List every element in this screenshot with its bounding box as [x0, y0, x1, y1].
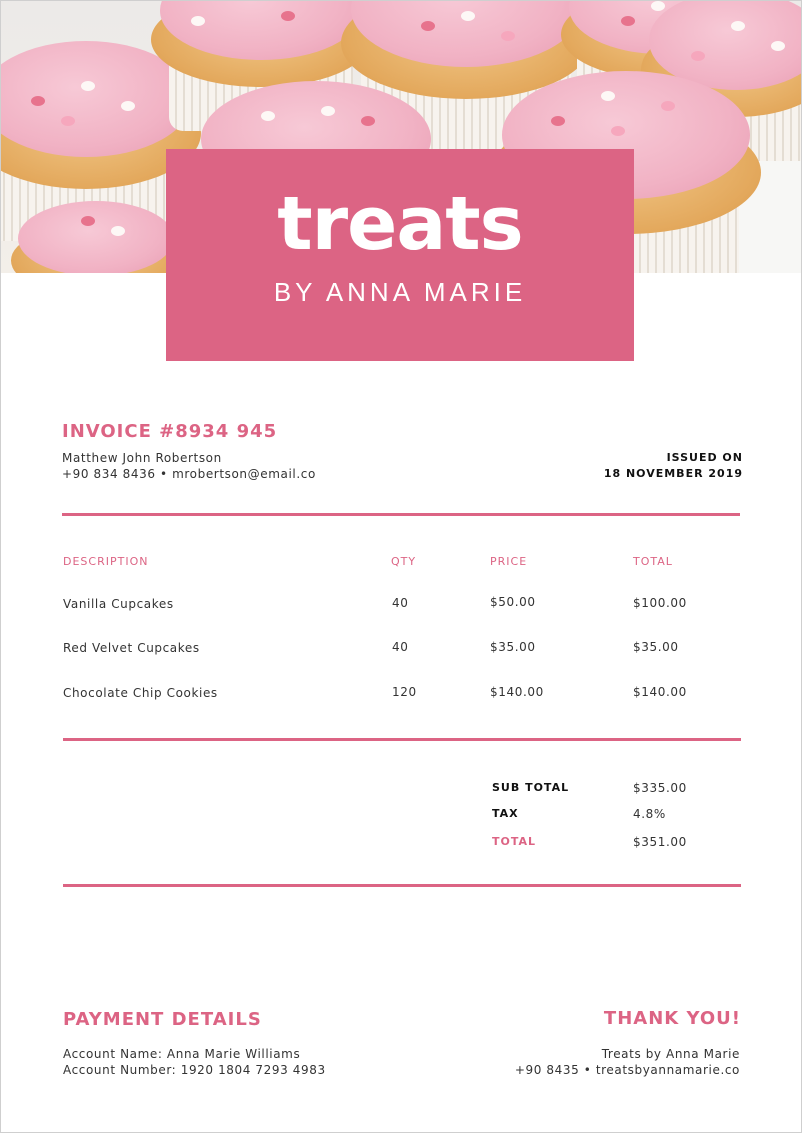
tax-label: TAX [492, 807, 519, 820]
row-price: $50.00 [490, 595, 536, 609]
row-description: Vanilla Cupcakes [63, 597, 174, 611]
account-name: Account Name: Anna Marie Williams [63, 1047, 301, 1061]
client-name: Matthew John Robertson [62, 451, 222, 465]
brand-title: treats [277, 181, 523, 267]
row-price: $140.00 [490, 685, 544, 699]
row-description: Red Velvet Cupcakes [63, 641, 200, 655]
account-number: Account Number: 1920 1804 7293 4983 [63, 1063, 326, 1077]
thank-you-heading: THANK YOU! [603, 1008, 741, 1029]
issued-label: ISSUED ON [666, 451, 743, 464]
invoice-number: INVOICE #8934 945 [62, 421, 278, 442]
row-total: $100.00 [633, 596, 687, 610]
total-label: TOTAL [492, 835, 537, 848]
row-total: $35.00 [633, 640, 679, 654]
total-value: $351.00 [633, 835, 687, 849]
row-qty: 40 [392, 640, 409, 654]
row-qty: 120 [392, 685, 417, 699]
divider [63, 738, 741, 741]
client-contact: +90 834 8436 • mrobertson@email.co [62, 467, 316, 481]
column-header-qty: QTY [391, 555, 417, 568]
issued-date: 18 NOVEMBER 2019 [603, 467, 743, 480]
row-total: $140.00 [633, 685, 687, 699]
brand-logo [166, 149, 634, 361]
tax-value: 4.8% [633, 807, 666, 821]
row-description: Chocolate Chip Cookies [63, 686, 218, 700]
payment-heading: PAYMENT DETAILS [63, 1009, 262, 1030]
column-header-total: TOTAL [633, 555, 673, 568]
cupcake-shape [11, 201, 181, 273]
row-price: $35.00 [490, 640, 536, 654]
subtotal-value: $335.00 [633, 781, 687, 795]
divider [63, 884, 741, 887]
brand-subtitle: BY ANNA MARIE [273, 277, 527, 307]
row-qty: 40 [392, 596, 409, 610]
business-contact: +90 8435 • treatsbyannamarie.co [514, 1063, 740, 1077]
divider [62, 513, 740, 516]
column-header-description: DESCRIPTION [63, 555, 149, 568]
subtotal-label: SUB TOTAL [492, 781, 570, 794]
business-name: Treats by Anna Marie [601, 1047, 740, 1061]
column-header-price: PRICE [490, 555, 528, 568]
